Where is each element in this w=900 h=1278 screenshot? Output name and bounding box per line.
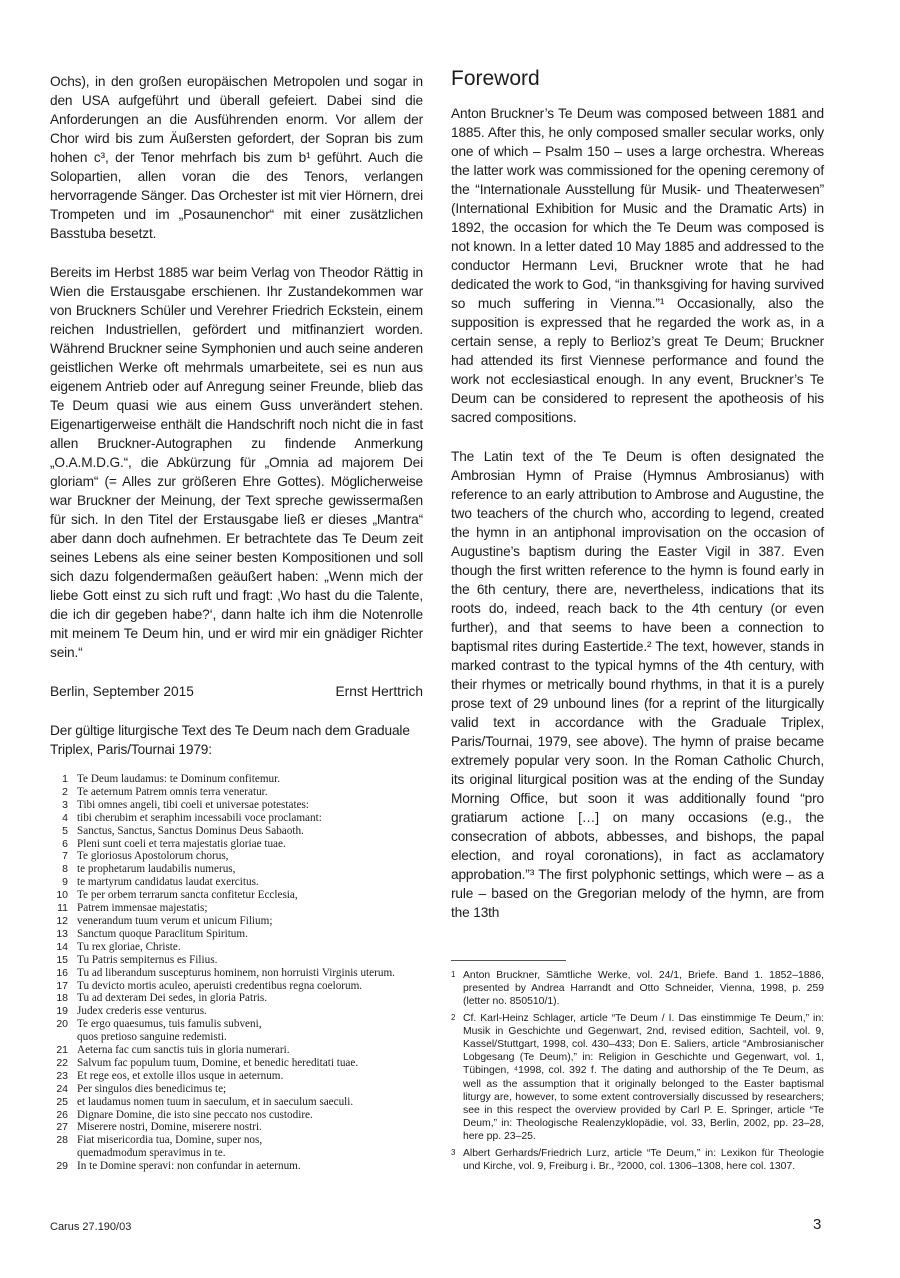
verse-number: 22 <box>56 1056 68 1069</box>
verse-text: Fiat misericordia tua, Domine, super nos, <box>77 1134 263 1147</box>
verse-number: 1 <box>62 773 68 785</box>
verse-text: Pleni sunt coeli et terra majestatis gloriae tuae. <box>77 837 286 850</box>
verse-text: Te ergo quaesumus, tuis famulis subveni, <box>77 1018 262 1031</box>
footnote <box>451 1012 824 1144</box>
verse-text: Sanctus, Sanctus, Sanctus Dominus Deus Sabaoth. <box>77 824 304 837</box>
footnotes <box>451 969 824 1173</box>
verse-text: Tu devicto mortis aculeo, aperuisti credentibus regna coelorum. <box>77 979 363 992</box>
verse-item <box>50 1147 423 1160</box>
author-name: Ernst Herttrich <box>335 684 423 699</box>
verse-number: 20 <box>56 1018 68 1031</box>
verse-number: 8 <box>62 863 68 876</box>
german-paragraph-2: Bereits im Herbst 1885 war beim Verlag von Theodor Rättig in Wien die Erstausgabe erschienen. Ihr Zustandekommen war von Bruckners Schüler und Verehrer Friedrich Eckstein, einem reichen Industriellen, gefördert und mitfinanziert worden. Während Bruckner seine Symphonien und auch seine anderen geistlichen Werke oft mehrmals umarbeitete, sei es nun aus eigenem Antrieb oder auf Anregung seiner Freunde, blieb das Te Deum quasi wie aus einem Guss unverändert stehen. Eigenartigerweise enthält die Handschrift noch nicht die in fast allen Bruckner-Autographen zu findende Anmerkung „O.A.M.D.G.“, die Abkürzung für „Omnia ad majorem Dei gloriam“ (= Alles zur größeren Ehre Gottes). Möglicherweise war Bruckner der Meinung, der Text spreche gewissermaßen für sich. In den Titel der Erstausgabe ließ er dieses „Mantra“ aber dann doch aufnehmen. Er betrachtete das Te Deum zeit seines Lebens als eine seiner besten Kompositionen und soll sich dazu folgendermaßen geäußert haben: „Wenn mich der liebe Gott einst zu sich ruft und fragt: ‚Wo hast du die Talente, die ich dir gegeben habe?‘, dann halte ich ihm die Notenrolle mit meinem Te Deum hin, und er wird mir ein gnädiger Richter sein.“ <box>50 265 423 660</box>
verse-number: 4 <box>62 811 68 824</box>
catalog-number: Carus 27.190/03 <box>50 1221 132 1233</box>
verse-item <box>50 799 423 812</box>
verse-number: 23 <box>56 1069 68 1082</box>
spacer <box>50 662 423 682</box>
verse-number: 12 <box>56 914 68 927</box>
spacer <box>451 427 824 447</box>
verse-text: Tu Patris sempiternus es Filius. <box>77 953 218 966</box>
verse-number: 3 <box>62 798 68 811</box>
footnote-text: Cf. Karl-Heinz Schlager, article “Te Deum / I. Das einstimmige Te Deum,” in: Musik in Geschichte und Gegenwart, 2nd, revised edition, Sachteil, vol. 9, Kassel/Stuttgart, 1998, col. 430–433; Don E. Saliers, article “Ambrosianischer Lobgesang (Te Deum),” in: Religion in Geschichte und Gegenwart, vol. 1, Tübingen, ⁴1998, col. 392 f. The dating and authorship of the Te Deum, as well as the assumption that it originally belonged to the Easter baptismal liturgy are, however, to some extent controversially discussed by researchers; see in this respect the overview provided by Carl P. E. Springer, article “Te Deum,” in: Theologische Realenzyklopädie, vol. 33, Berlin, 2002, pp. 23–28, here pp. 23–25. <box>463 1012 824 1143</box>
verse-item <box>50 980 423 993</box>
verse-number: 24 <box>56 1082 68 1095</box>
verse-item <box>50 863 423 876</box>
verse-number: 19 <box>56 1005 68 1018</box>
verse-text: Te gloriosus Apostolorum chorus, <box>77 850 229 863</box>
verse-number: 27 <box>56 1121 68 1134</box>
verse-text: quemadmodum speravimus in te. <box>77 1147 226 1160</box>
footnote-divider <box>451 960 566 961</box>
verse-number: 2 <box>62 785 68 798</box>
signature-line <box>50 682 423 701</box>
verse-number: 21 <box>56 1044 68 1057</box>
verse-number: 6 <box>62 837 68 850</box>
verse-text: Tu ad liberandum suscepturus hominem, non horruisti Virginis uterum. <box>77 966 395 979</box>
verse-number: 15 <box>56 953 68 966</box>
foreword-paragraph-2: The Latin text of the Te Deum is often designated the Ambrosian Hymn of Praise (Hymnus Ambrosianus) with reference to an early attribution to Ambrose and Augustine, the two teachers of the church who, according to legend, created the hymn in an antiphonal improvisation on the occasion of Augustine’s baptism during the Easter Vigil in 387. Even though the first written reference to the hymn is found early in the 6th century, there are, nevertheless, indications that its roots do, indeed, reach back to the 4th century (or even further), and that seems to have been a connection to baptismal rites during Eastertide.² The text, however, stands in marked contrast to the typical hymns of the 4th century, with their rhymes or metrically bound rhythms, in that it is a purely prose text of 29 unbound lines (for a reprint of the liturgically valid text in accordance with the Graduale Triplex, Paris/Tournai, 1979, see above). The hymn of praise became extremely popular very soon. In the Roman Catholic Church, its original liturgical position was at the ending of the Sunday Morning Office, but soon it was additionally found “pro gratiarum actione […] on many occasions (e.g., the consecration of abbots, abbesses, and bishops, the papal election, and royal coronations), in fact as acclamatory approbation.”³ The first polyphonic settings, which were – as a rule – based on the Gregorian melody of the hymn, are from the 13th <box>451 449 824 920</box>
verse-text: Te Deum laudamus: te Dominum confitemur. <box>77 773 281 785</box>
verse-item <box>50 954 423 967</box>
verse-text: Judex crederis esse venturus. <box>77 1005 207 1018</box>
verse-text: Sanctum quoque Paraclitum Spiritum. <box>77 927 248 940</box>
verse-number: 16 <box>56 966 68 979</box>
verse-number: 25 <box>56 1095 68 1108</box>
verse-item <box>50 992 423 1005</box>
verse-text: Per singulos dies benedicimus te; <box>77 1082 227 1095</box>
verse-text: te martyrum candidatus laudat exercitus. <box>77 876 259 889</box>
verse-text: Patrem immensae majestatis; <box>77 902 208 915</box>
verse-number: 26 <box>56 1108 68 1121</box>
verse-item <box>50 850 423 863</box>
verse-item <box>50 902 423 915</box>
verse-item <box>50 1044 423 1057</box>
verse-item <box>50 838 423 851</box>
verse-item <box>50 1057 423 1070</box>
verse-number: 7 <box>62 850 68 863</box>
verse-text: et laudamus nomen tuum in saeculum, et in saeculum saeculi. <box>77 1095 354 1108</box>
german-paragraph-1: Ochs), in den großen europäischen Metropolen und sogar in den USA aufgeführt und überall gefeiert. Dabei sind die Anforderungen an die Ausführenden enorm. Vor allem der Chor wird bis zum Äußersten gefordert, der Sopran bis zum hohen c³, der Tenor mehrfach bis zum b¹ geführt. Auch die Solopartien, allen voran die des Tenors, verlangen hervorragende Sänger. Das Orchester ist mit vier Hörnern, drei Trompeten und im „Posaunenchor“ mit einer zusätzlichen Basstuba besetzt. <box>50 74 423 241</box>
verse-text: Et rege eos, et extolle illos usque in aeternum. <box>77 1069 284 1082</box>
verse-number <box>50 1031 68 1044</box>
verse-number: 9 <box>62 876 68 889</box>
verse-text: te prophetarum laudabilis numerus, <box>77 863 236 876</box>
verse-number: 11 <box>57 902 68 915</box>
verse-text: Aeterna fac cum sanctis tuis in gloria numerari. <box>77 1044 290 1057</box>
verse-number: 10 <box>56 889 68 902</box>
verse-text: tibi cherubim et seraphim incessabili voce proclamant: <box>77 811 322 824</box>
verse-item <box>50 967 423 980</box>
spacer <box>50 701 423 721</box>
footnote-text: Albert Gerhards/Friedrich Lurz, article “Te Deum,” in: Lexikon für Theologie und Kirche, vol. 9, Freiburg i. Br., ³2000, col. 1306–1308, here col. 1307. <box>463 1147 824 1172</box>
verse-text: Tu ad dexteram Dei sedes, in gloria Patris. <box>77 992 268 1005</box>
verse-item <box>50 928 423 941</box>
footnote-number: 1 <box>451 970 456 979</box>
verse-item <box>50 941 423 954</box>
verse-item <box>50 812 423 825</box>
right-column <box>451 67 824 1176</box>
verse-item <box>50 1083 423 1096</box>
verse-number: 28 <box>56 1134 68 1147</box>
footnote-text: Anton Bruckner, Sämtliche Werke, vol. 24/1, Briefe. Band 1. 1852–1886, presented by Andrea Harrandt and Otto Schneider, Vienna, 1998, p. 259 (letter no. 850510/1). <box>463 970 824 1008</box>
verse-number: 29 <box>56 1160 68 1173</box>
verse-text: Te per orbem terrarum sancta confitetur Ecclesia, <box>77 889 298 902</box>
verse-item <box>50 1160 423 1173</box>
liturgical-intro: Der gültige liturgische Text des Te Deum nach dem Graduale Triplex, Paris/Tournai 1979: <box>50 723 410 757</box>
verse-text: Dignare Domine, die isto sine peccato nos custodire. <box>77 1108 313 1121</box>
verse-item <box>50 1070 423 1083</box>
verse-number: 18 <box>56 992 68 1005</box>
verse-number: 17 <box>56 979 68 992</box>
verse-item <box>50 1096 423 1109</box>
place-date: Berlin, September 2015 <box>50 684 194 699</box>
page-number: 3 <box>813 1216 822 1233</box>
page-title: Foreword <box>451 67 540 90</box>
verse-text: venerandum tuum verum et unicum Filium; <box>77 914 273 927</box>
verse-text: In te Domine speravi: non confundar in aeternum. <box>77 1160 301 1173</box>
verse-item <box>50 876 423 889</box>
verse-text: quos pretioso sanguine redemisti. <box>77 1031 227 1044</box>
verse-text: Miserere nostri, Domine, miserere nostri. <box>77 1121 262 1134</box>
verse-text: Tu rex gloriae, Christe. <box>77 940 181 953</box>
foreword-paragraph-1: Anton Bruckner’s Te Deum was composed between 1881 and 1885. After this, he only composed smaller secular works, only one of which – Psalm 150 – uses a large orchestra. Whereas the latter work was commissioned for the opening ceremony of the “Internationale Ausstellung für Musik- und Theaterwesen” (International Exhibition for Music and the Dramatic Arts) in 1892, the occasion for which the Te Deum was composed is not known. In a letter dated 10 May 1885 and addressed to the conductor Hermann Levi, Bruckner wrote that he had dedicated the work to God, “in thanksgiving for having survived so much suffering in Vienna.”¹ Occasionally, also the supposition is expressed that he regarded the work as, in a certain sense, a reply to Berlioz’s great Te Deum; Bruckner had attended its first Viennese performance and found the work not ecclesiastical enough. In any event, Bruckner’s Te Deum can be considered to represent the apotheosis of his sacred compositions. <box>451 106 824 425</box>
verse-item <box>50 1121 423 1134</box>
left-column <box>50 72 423 1173</box>
footnote <box>451 1147 824 1173</box>
verse-item <box>50 786 423 799</box>
verse-item <box>50 1005 423 1018</box>
footnote-number: 2 <box>451 1012 456 1022</box>
verse-item <box>50 889 423 902</box>
verse-number: 5 <box>62 824 68 837</box>
verse-number: 13 <box>56 927 68 940</box>
verse-item <box>50 825 423 838</box>
te-deum-verse-list <box>50 773 423 1173</box>
verse-item <box>50 773 423 786</box>
verse-item <box>50 1109 423 1122</box>
verse-item <box>50 1018 423 1031</box>
verse-item <box>50 1134 423 1147</box>
verse-text: Salvum fac populum tuum, Domine, et benedic hereditati tuae. <box>77 1056 359 1069</box>
verse-item <box>50 1031 423 1044</box>
spacer <box>50 243 423 263</box>
verse-item <box>50 915 423 928</box>
footnote-number: 3 <box>451 1147 456 1157</box>
verse-text: Te aeternum Patrem omnis terra veneratur. <box>77 785 268 798</box>
verse-number: 14 <box>56 940 68 953</box>
verse-text: Tibi omnes angeli, tibi coeli et universae potestates: <box>77 798 309 811</box>
footnote <box>451 969 824 1009</box>
verse-number <box>50 1147 68 1160</box>
